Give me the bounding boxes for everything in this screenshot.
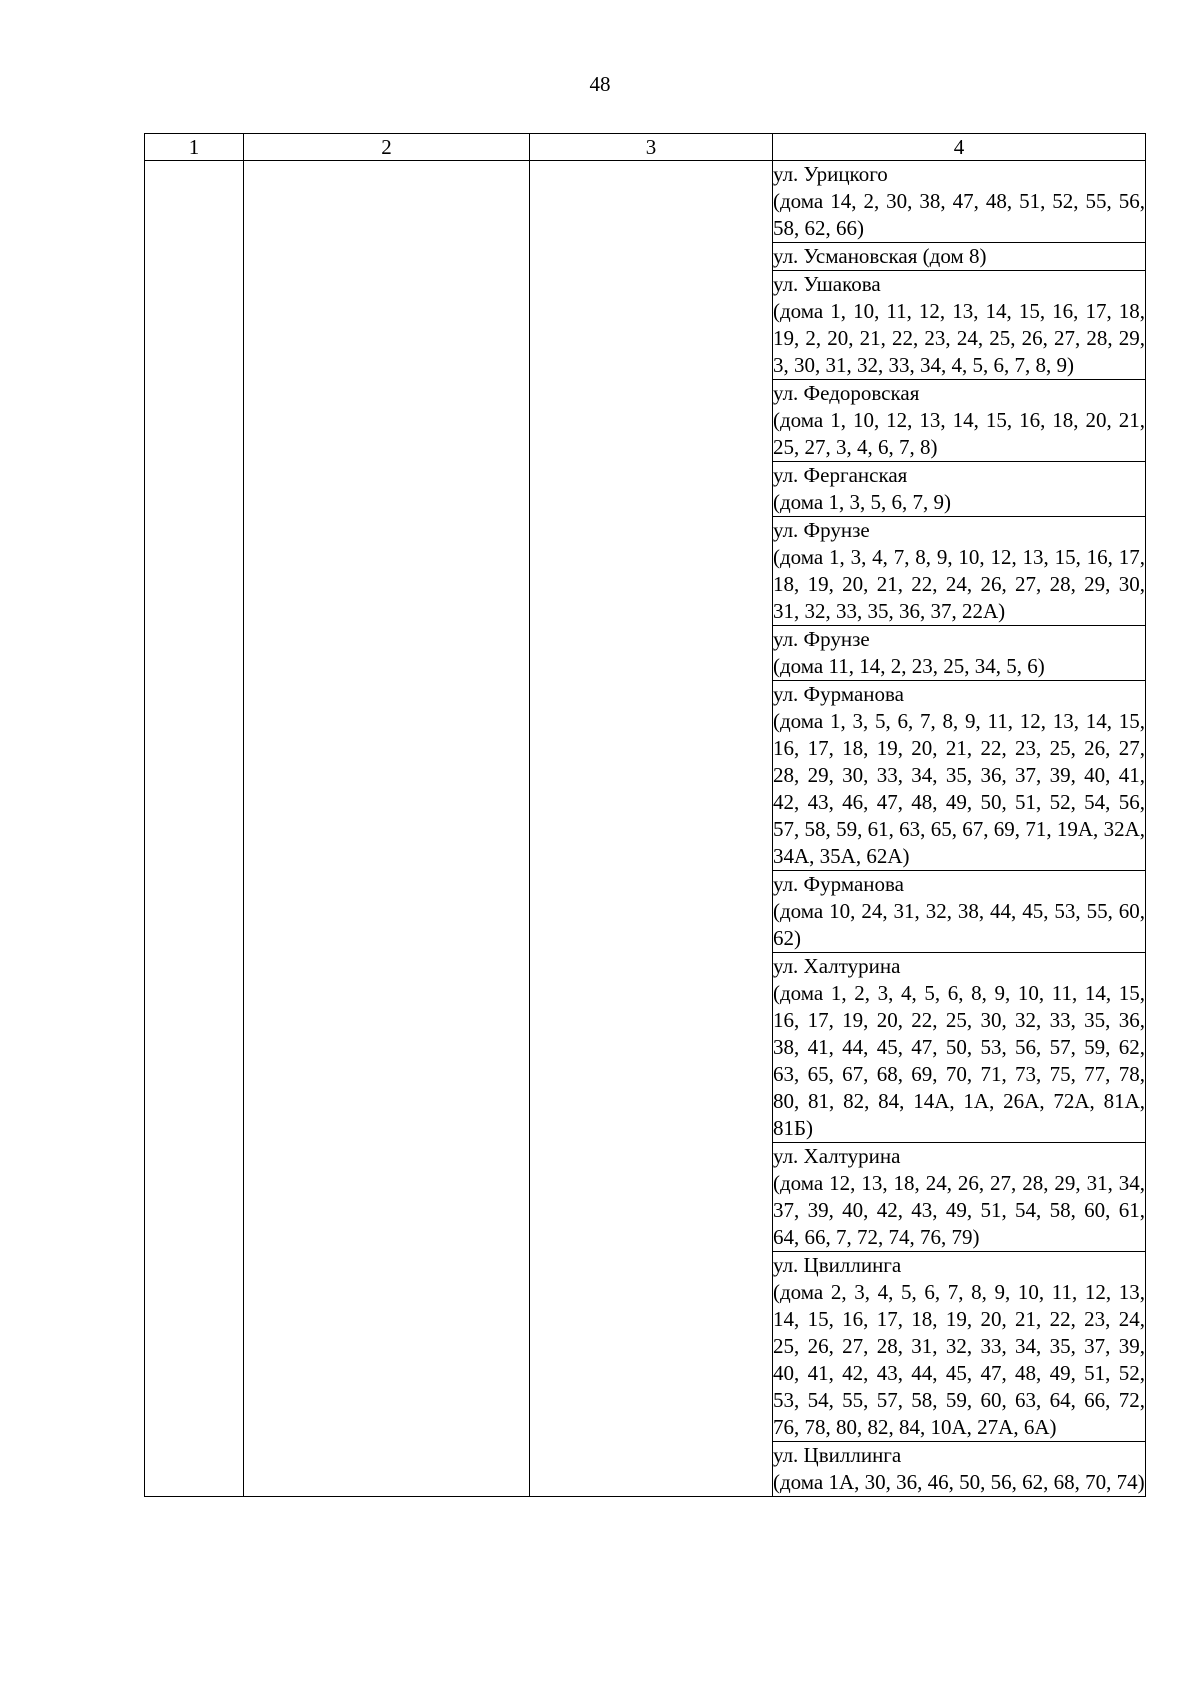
house-numbers: (дома 1, 2, 3, 4, 5, 6, 8, 9, 10, 11, 14, 15, 16, 17, 19, 20, 22, 25, 30, 32, 33, 35, 36, 38, 41, 44, 45, 47, 50, 53, 56, 57, 59, 62, 63, 65, 67, 68, 69, 70, 71, 73, 75, 77, 78, 80, 81, 82, 84, 14А, 1А, 26А, 72А, 81А, 81Б) bbox=[773, 981, 1145, 1140]
house-numbers: (дома 1, 10, 11, 12, 13, 14, 15, 16, 17, 18, 19, 2, 20, 21, 22, 23, 24, 25, 26, 27, 28, 29, 3, 30, 31, 32, 33, 34, 4, 5, 6, 7, 8, 9) bbox=[773, 299, 1145, 377]
table-header-row bbox=[145, 134, 1146, 161]
address-cell bbox=[773, 626, 1146, 681]
street-name: ул. Урицкого bbox=[773, 162, 888, 186]
street-name: ул. Цвиллинга bbox=[773, 1253, 902, 1277]
street-name: ул. Федоровская bbox=[773, 381, 920, 405]
house-numbers: (дома 2, 3, 4, 5, 6, 7, 8, 9, 10, 11, 12, 13, 14, 15, 16, 17, 18, 19, 20, 21, 22, 23, 24, 25, 26, 27, 28, 31, 32, 33, 34, 35, 37, 39, 40, 41, 42, 43, 44, 45, 47, 48, 49, 51, 52, 53, 54, 55, 57, 58, 59, 60, 63, 64, 66, 72, 76, 78, 80, 82, 84, 10А, 27А, 6А) bbox=[773, 1280, 1145, 1439]
house-numbers: (дома 10, 24, 31, 32, 38, 44, 45, 53, 55, 60, 62) bbox=[773, 899, 1145, 950]
table-row bbox=[145, 161, 1146, 243]
street-name: ул. Халтурина bbox=[773, 1144, 901, 1168]
header-cell-2: 2 bbox=[244, 134, 530, 161]
house-numbers: (дома 12, 13, 18, 24, 26, 27, 28, 29, 31, 34, 37, 39, 40, 42, 43, 49, 51, 54, 58, 60, 61, 64, 66, 7, 72, 74, 76, 79) bbox=[773, 1171, 1145, 1249]
street-name: ул. Цвиллинга bbox=[773, 1443, 902, 1467]
house-numbers: (дома 1, 3, 4, 7, 8, 9, 10, 12, 13, 15, 16, 17, 18, 19, 20, 21, 22, 24, 26, 27, 28, 29, 30, 31, 32, 33, 35, 36, 37, 22А) bbox=[773, 545, 1145, 623]
house-numbers: (дома 14, 2, 30, 38, 47, 48, 51, 52, 55, 56, 58, 62, 66) bbox=[773, 189, 1145, 240]
street-name: ул. Фрунзе bbox=[773, 627, 870, 651]
address-cell bbox=[773, 1143, 1146, 1252]
street-name: ул. Халтурина bbox=[773, 954, 901, 978]
address-cell bbox=[773, 462, 1146, 517]
street-name: ул. Усмановская (дом 8) bbox=[773, 244, 987, 268]
house-numbers: (дома 11, 14, 2, 23, 25, 34, 5, 6) bbox=[773, 654, 1045, 678]
column-3-cell bbox=[530, 161, 773, 1497]
address-cell bbox=[773, 271, 1146, 380]
header-cell-3: 3 bbox=[530, 134, 773, 161]
street-name: ул. Ферганская bbox=[773, 463, 908, 487]
address-cell bbox=[773, 1442, 1146, 1497]
header-cell-4: 4 bbox=[773, 134, 1146, 161]
column-1-cell bbox=[145, 161, 244, 1497]
house-numbers: (дома 1, 10, 12, 13, 14, 15, 16, 18, 20, 21, 25, 27, 3, 4, 6, 7, 8) bbox=[773, 408, 1145, 459]
address-cell bbox=[773, 953, 1146, 1143]
address-cell bbox=[773, 243, 1146, 271]
street-name: ул. Фурманова bbox=[773, 872, 904, 896]
column-2-cell bbox=[244, 161, 530, 1497]
street-name: ул. Фрунзе bbox=[773, 518, 870, 542]
house-numbers: (дома 1, 3, 5, 6, 7, 8, 9, 11, 12, 13, 14, 15, 16, 17, 18, 19, 20, 21, 22, 23, 25, 26, 27, 28, 29, 30, 33, 34, 35, 36, 37, 39, 40, 41, 42, 43, 46, 47, 48, 49, 50, 51, 52, 54, 56, 57, 58, 59, 61, 63, 65, 67, 69, 71, 19А, 32А, 34А, 35А, 62А) bbox=[773, 709, 1145, 868]
address-cell bbox=[773, 1252, 1146, 1442]
address-cell bbox=[773, 517, 1146, 626]
page-number: 48 bbox=[589, 72, 611, 96]
address-cell bbox=[773, 871, 1146, 953]
street-name: ул. Фурманова bbox=[773, 682, 904, 706]
address-table bbox=[144, 133, 1146, 1497]
header-cell-1: 1 bbox=[145, 134, 244, 161]
house-numbers: (дома 1А, 30, 36, 46, 50, 56, 62, 68, 70, 74) bbox=[773, 1470, 1145, 1494]
address-cell bbox=[773, 681, 1146, 871]
address-cell bbox=[773, 161, 1146, 243]
address-cell bbox=[773, 380, 1146, 462]
street-name: ул. Ушакова bbox=[773, 272, 881, 296]
house-numbers: (дома 1, 3, 5, 6, 7, 9) bbox=[773, 490, 951, 514]
